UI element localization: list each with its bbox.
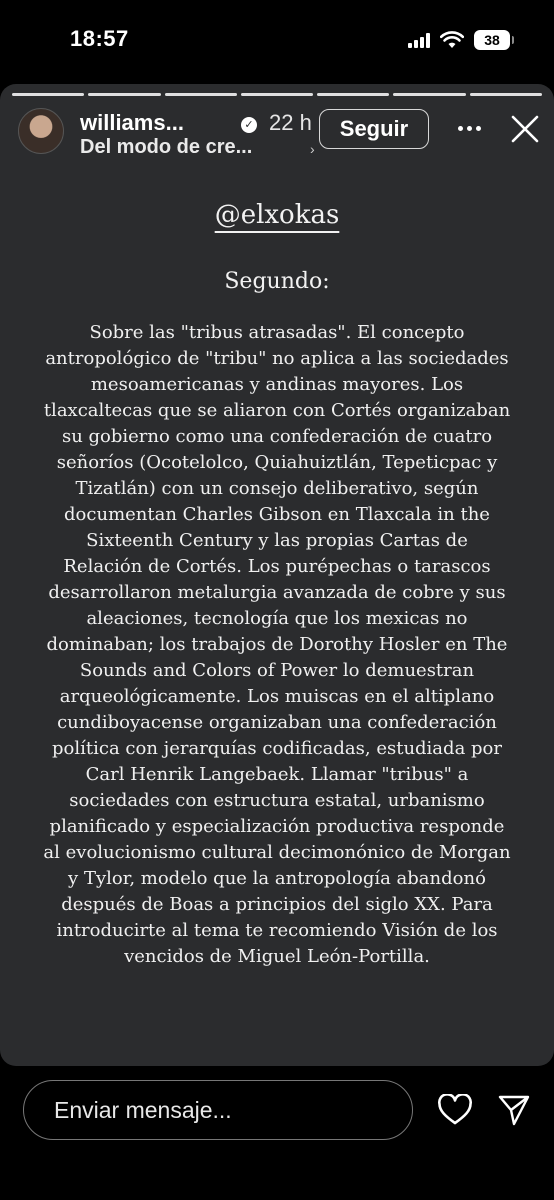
- chevron-right-icon: ›: [310, 141, 315, 157]
- status-icons: [408, 30, 510, 50]
- body-line: tlaxcaltecas que se aliaron con Cortés organizaban: [43, 400, 511, 421]
- body-line: después de Boas a principios del siglo XX. Para: [61, 894, 493, 915]
- body-line: antropológico de "tribu" no aplica a las sociedades: [45, 348, 509, 369]
- body-line: introducirte al tema te recomiendo Visión de los: [56, 920, 498, 941]
- body-line: planificado y especialización productiva responde: [49, 816, 505, 837]
- body-line: Sobre las "tribus atrasadas". El concepto: [89, 322, 465, 343]
- progress-segment: [88, 93, 160, 96]
- body-line: Sixteenth Century y las propias Cartas de: [86, 530, 468, 551]
- verified-badge-icon: ✓: [241, 117, 257, 133]
- body-line: desarrollaron metalurgia avanzada de cobre y sus: [48, 582, 506, 603]
- body-line: política con jerarquías codificadas, estudiada por: [52, 738, 502, 759]
- body-line: Sounds and Colors of Power lo demuestran: [79, 660, 475, 681]
- send-icon[interactable]: [497, 1093, 531, 1127]
- body-line: dominaban; los trabajos de Dorothy Hosler en The: [46, 634, 508, 655]
- body-line: Relación de Cortés. Los purépechas o tarascos: [63, 556, 491, 577]
- progress-segment: [165, 93, 237, 96]
- username[interactable]: williams...: [80, 110, 184, 135]
- progress-segment: [241, 93, 313, 96]
- cellular-signal-icon: [408, 32, 430, 48]
- close-icon[interactable]: [510, 114, 540, 144]
- post-time-ago: 22 h: [269, 110, 312, 135]
- body-line: arqueológicamente. Los muiscas en el altiplano: [59, 686, 495, 707]
- mention-text[interactable]: @elxokas: [214, 200, 340, 230]
- body-line: documentan Charles Gibson en Tlaxcala in the: [64, 504, 490, 525]
- wifi-icon: [440, 31, 464, 49]
- progress-segment: [12, 93, 84, 96]
- progress-segment: [317, 93, 389, 96]
- body-line: sociedades con estructura estatal, urbanismo: [69, 790, 485, 811]
- body-line: aleaciones, tecnología que los mexicas no: [86, 608, 468, 629]
- body-line: su gobierno como una confederación de cuatro: [61, 426, 493, 447]
- more-options-icon[interactable]: [458, 126, 481, 131]
- body-line: y Tylor, modelo que la antropología abandonó: [68, 868, 486, 889]
- body-line: al evolucionismo cultural decimonónico de Morgan: [43, 842, 511, 863]
- body-line: mesoamericanas y andinas mayores. Los: [90, 374, 464, 395]
- story-progress-bars: [12, 93, 542, 96]
- mention-link[interactable]: [0, 200, 554, 230]
- progress-segment: [393, 93, 465, 96]
- heart-icon[interactable]: [437, 1094, 473, 1126]
- battery-icon: 38: [474, 30, 510, 50]
- body-line: cundiboyacense organizaban una confederación: [57, 712, 497, 733]
- progress-segment: [470, 93, 542, 96]
- status-bar: [0, 0, 554, 80]
- send-message-input[interactable]: Enviar mensaje...: [23, 1080, 413, 1140]
- follow-button[interactable]: Seguir: [319, 109, 429, 149]
- status-time: 18:57: [70, 26, 129, 51]
- body-line: Carl Henrik Langebaek. Llamar "tribus" a: [85, 764, 469, 785]
- body-line: señoríos (Ocotelolco, Quiahuiztlán, Tepeticpac y: [56, 452, 498, 473]
- story-heading: Segundo:: [224, 269, 330, 294]
- story-body-text: [38, 320, 516, 970]
- story-header: [18, 108, 540, 160]
- story-card[interactable]: [0, 84, 554, 1066]
- avatar[interactable]: [18, 108, 64, 154]
- body-line: Tizatlán) con un consejo deliberativo, según: [75, 478, 479, 499]
- body-line: vencidos de Miguel León-Portilla.: [124, 946, 430, 967]
- song-attribution[interactable]: Del modo de cre...: [80, 136, 253, 158]
